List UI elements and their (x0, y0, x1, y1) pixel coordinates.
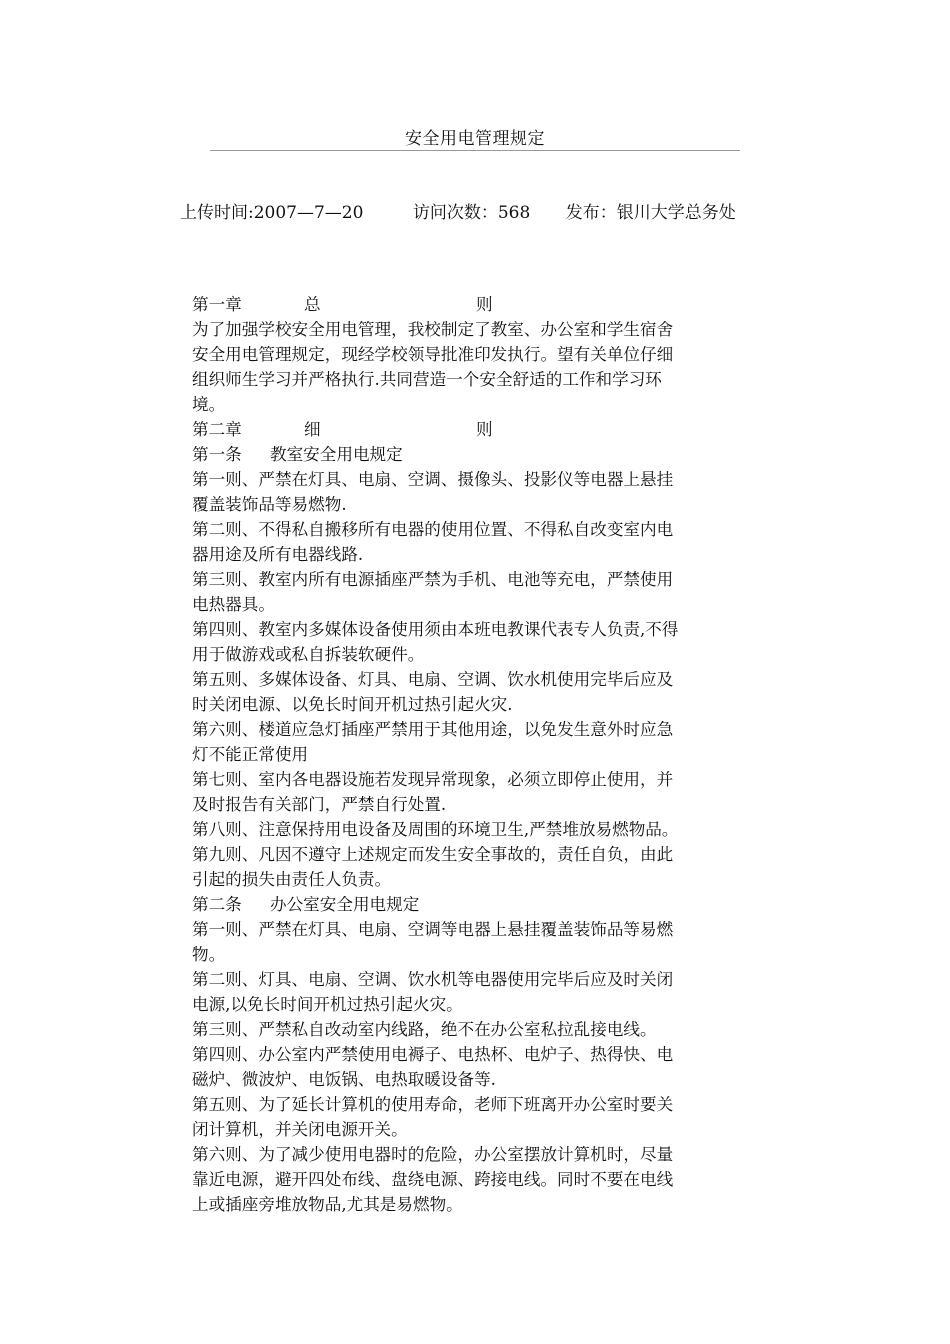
document-title: 安全用电管理规定 (405, 129, 545, 149)
rule-line: 第一则、严禁在灯具、电扇、空调、摄像头、投影仪等电器上悬挂 (192, 470, 674, 489)
rule-line: 时关闭电源、以免长时间开机过热引起火灾. (192, 695, 513, 714)
rule-line: 器用途及所有电器线路. (192, 545, 364, 564)
document-meta (180, 198, 736, 223)
rule-line: 第六则、为了减少使用电器时的危险，办公室摆放计算机时，尽量 (192, 1145, 674, 1164)
article-heading (192, 892, 764, 917)
rule-line: 上或插座旁堆放物品,尤其是易燃物。 (192, 1195, 463, 1214)
chapter-heading (192, 417, 764, 442)
rule-line: 第二则、灯具、电扇、空调、饮水机等电器使用完毕后应及时关闭 (192, 970, 674, 989)
article-title: 办公室安全用电规定 (270, 895, 420, 914)
rule-line: 第六则、楼道应急灯插座严禁用于其他用途，以免发生意外时应急 (192, 720, 674, 739)
rule-line: 及时报告有关部门，严禁自行处置. (192, 795, 447, 814)
publisher: 发布：银川大学总务处 (565, 203, 736, 223)
rule-line: 灯不能正常使用 (192, 745, 309, 764)
article-number: 第二条 (192, 895, 242, 914)
rule-line: 第五则、多媒体设备、灯具、电扇、空调、饮水机使用完毕后应及 (192, 670, 674, 689)
chapter-title-part: 总 (304, 295, 321, 314)
chapter-number: 第一章 (192, 295, 242, 314)
rule-line: 第四则、教室内多媒体设备使用须由本班电教课代表专人负责,不得 (192, 620, 679, 639)
intro-line: 组织师生学习并严格执行.共同营造一个安全舒适的工作和学习环 (192, 370, 662, 389)
chapter-title-part: 则 (476, 295, 493, 314)
intro-line: 境。 (192, 395, 226, 414)
intro-line: 为了加强学校安全用电管理，我校制定了教室、办公室和学生宿舍 (192, 320, 674, 339)
rule-line: 第三则、教室内所有电源插座严禁为手机、电池等充电，严禁使用 (192, 570, 674, 589)
rule-line: 第四则、办公室内严禁使用电褥子、电热杯、电炉子、热得快、电 (192, 1045, 674, 1064)
chapter-number: 第二章 (192, 420, 242, 439)
rule-line: 覆盖装饰品等易燃物. (192, 495, 347, 514)
rule-line: 第三则、严禁私自改动室内线路，绝不在办公室私拉乱接电线。 (192, 1020, 657, 1039)
intro-line: 安全用电管理规定，现经学校领导批准印发执行。望有关单位仔细 (192, 345, 674, 364)
rule-line: 闭计算机，并关闭电源开关。 (192, 1120, 408, 1139)
article-number: 第一条 (192, 445, 242, 464)
rule-line: 磁炉、微波炉、电饭锅、电热取暖设备等. (192, 1070, 496, 1089)
rule-line: 第八则、注意保持用电设备及周围的环境卫生,严禁堆放易燃物品。 (192, 820, 679, 839)
rule-line: 物。 (192, 945, 226, 964)
article-title: 教室安全用电规定 (270, 445, 403, 464)
visit-count: 访问次数：568 (412, 203, 531, 223)
rule-line: 第九则、凡因不遵守上述规定而发生安全事故的，责任自负，由此 (192, 845, 674, 864)
chapter-title-part: 细 (304, 420, 321, 439)
rule-line: 第一则、严禁在灯具、电扇、空调等电器上悬挂覆盖装饰品等易燃 (192, 920, 674, 939)
rule-line: 电源,以免长时间开机过热引起火灾。 (192, 995, 463, 1014)
rule-line: 引起的损失由责任人负责。 (192, 870, 392, 889)
chapter-title-part: 则 (476, 420, 493, 439)
rule-line: 第二则、不得私自搬移所有电器的使用位置、不得私自改变室内电 (192, 520, 674, 539)
rule-line: 第七则、室内各电器设施若发现异常现象，必须立即停止使用，并 (192, 770, 674, 789)
rule-line: 第五则、为了延长计算机的使用寿命，老师下班离开办公室时要关 (192, 1095, 674, 1114)
upload-time: 上传时间:2007—7—20 (180, 203, 364, 223)
document-body (192, 292, 764, 1217)
chapter-heading (192, 292, 764, 317)
article-heading (192, 442, 764, 467)
title-divider (210, 150, 740, 151)
rule-line: 靠近电源，避开四处布线、盘绕电源、跨接电线。同时不要在电线 (192, 1170, 674, 1189)
rule-line: 用于做游戏或私自拆装软硬件。 (192, 645, 425, 664)
rule-line: 电热器具。 (192, 595, 275, 614)
